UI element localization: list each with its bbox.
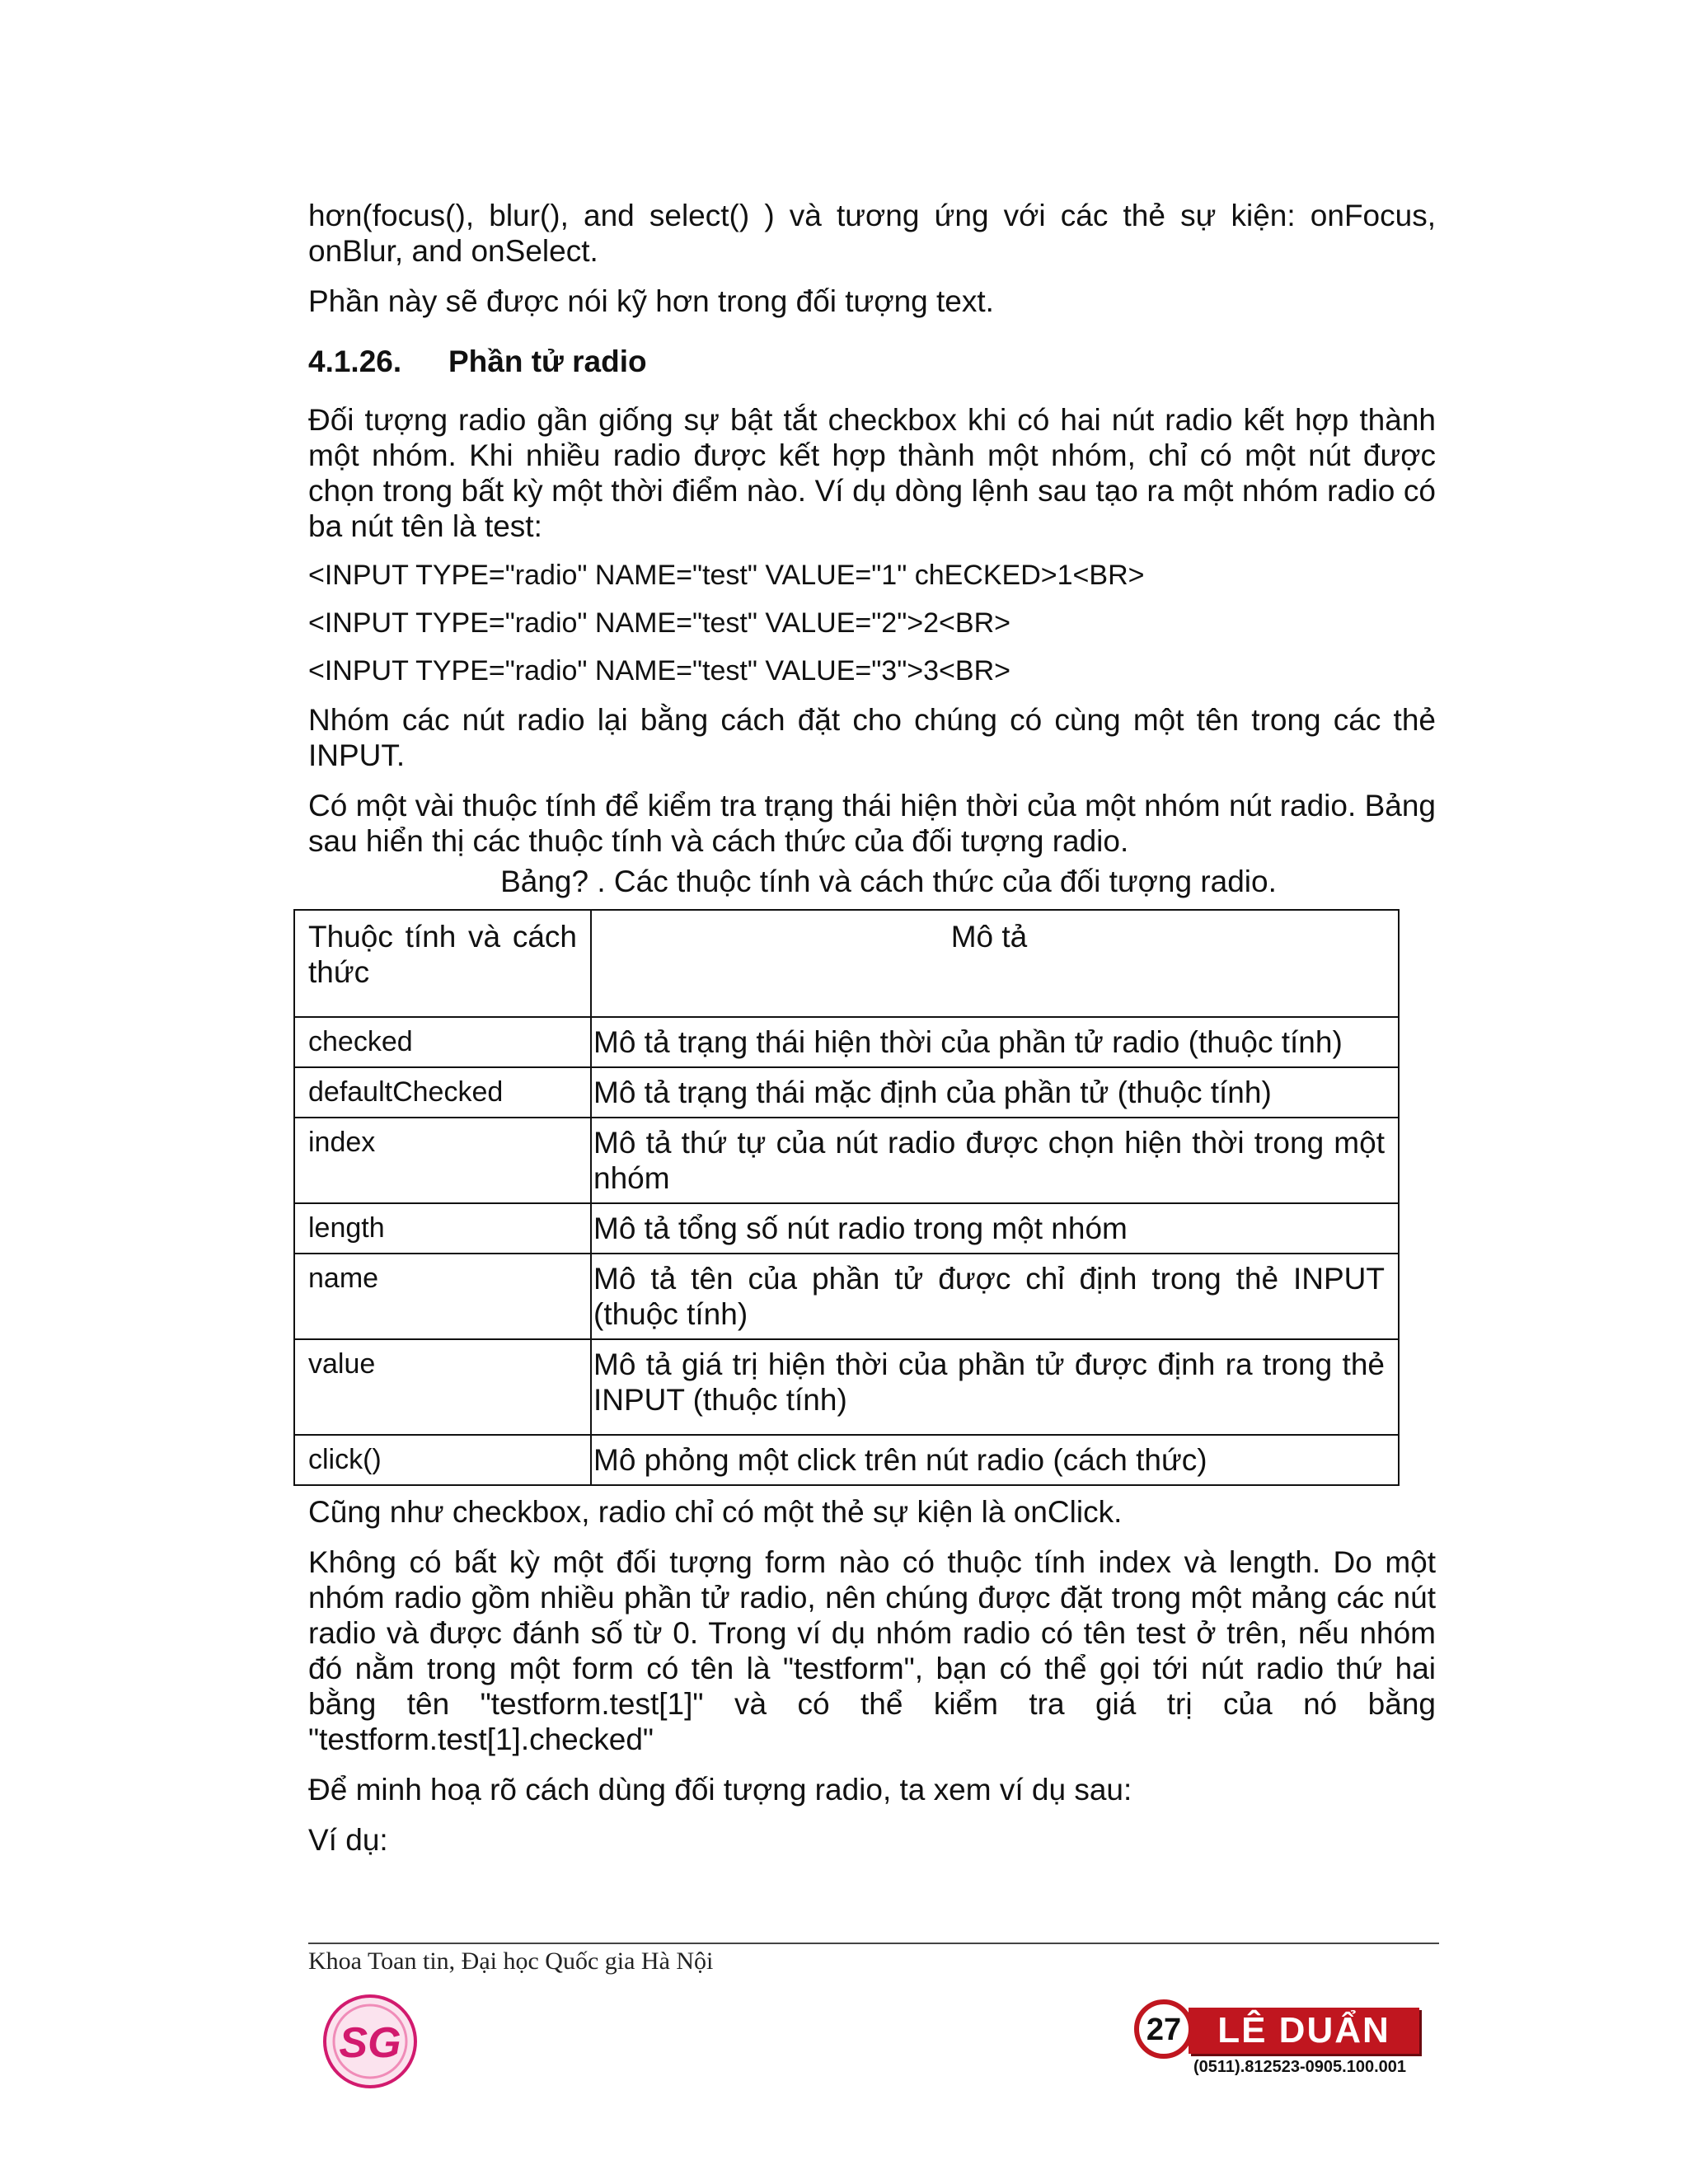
- sg-logo-icon: [321, 1993, 419, 2090]
- table-row: [294, 1203, 1399, 1254]
- code-line: <INPUT TYPE="radio" NAME="test" VALUE="2">2<BR>: [308, 607, 1010, 639]
- code-line: <INPUT TYPE="radio" NAME="test" VALUE="3">3<BR>: [308, 655, 1010, 687]
- section-heading: [308, 344, 1436, 379]
- le-duan-logo: [1134, 1999, 1424, 2083]
- sg-logo-text: SG: [339, 2019, 401, 2067]
- table-row: [294, 1017, 1399, 1067]
- table-row: [294, 1254, 1399, 1339]
- paragraph-group: Nhóm các nút radio lại bằng cách đặt cho chúng có cùng một tên trong các thẻ INPUT.: [308, 703, 1436, 772]
- intro-note: Phần này sẽ được nói kỹ hơn trong đối tượng text.: [308, 284, 994, 318]
- property-name: click(): [294, 1435, 591, 1485]
- property-description: Mô tả trạng thái hiện thời của phần tử radio (thuộc tính): [591, 1017, 1399, 1067]
- table-header-property: Thuộc tính và cách thức: [294, 910, 591, 1017]
- property-name: index: [294, 1118, 591, 1203]
- paragraph-example-label: Ví dụ:: [308, 1823, 388, 1857]
- property-name: defaultChecked: [294, 1067, 591, 1118]
- table-row: [294, 1118, 1399, 1203]
- paragraph-onclick: Cũng như checkbox, radio chỉ có một thẻ sự kiện là onClick.: [308, 1495, 1123, 1529]
- table-header-description: Mô tả: [591, 910, 1399, 1017]
- property-name: length: [294, 1203, 591, 1254]
- section-number: 4.1.26.: [308, 344, 402, 378]
- property-description: Mô tả trạng thái mặc định của phần tử (thuộc tính): [591, 1067, 1399, 1118]
- footer-text: Khoa Toan tin, Đại học Quốc gia Hà Nội: [308, 1947, 714, 1975]
- logo-number: 27: [1134, 1999, 1193, 2059]
- table-header-row: [294, 910, 1399, 1017]
- logo-name: LÊ DUẨN: [1189, 2008, 1419, 2054]
- paragraph-properties: Có một vài thuộc tính để kiểm tra trạng thái hiện thời của một nhóm nút radio. Bảng sau hiển thị các thuộc tính và cách thức của đối tượng radio.: [308, 789, 1436, 858]
- logo-phone: (0511).812523-0905.100.001: [1193, 2058, 1406, 2076]
- property-name: value: [294, 1339, 591, 1435]
- table-row: [294, 1067, 1399, 1118]
- paragraph-index-length: Không có bất kỳ một đối tượng form nào có thuộc tính index và length. Do một nhóm radio gồm nhiều phần tử radio, nên chúng được đặt trong một mảng các nút radio và được đánh số từ 0. Trong ví dụ nhóm radio có tên test ở trên, nếu nhóm đó nằm trong một form có tên là "testform", bạn có thể gọi tới nút radio thứ hai bằng tên "testform.test[1]" và có thể kiểm tra giá trị của nó bằng "testform.test[1].checked": [308, 1545, 1436, 1756]
- properties-table: [293, 909, 1400, 1486]
- table-caption: Bảng? . Các thuộc tính và cách thức của đối tượng radio.: [500, 865, 1277, 898]
- page-content: [308, 198, 1436, 1858]
- section-title: Phần tử radio: [448, 344, 647, 378]
- property-description: Mô phỏng một click trên nút radio (cách thức): [591, 1435, 1399, 1485]
- code-line: <INPUT TYPE="radio" NAME="test" VALUE="1" chECKED>1<BR>: [308, 560, 1145, 591]
- property-description: Mô tả tổng số nút radio trong một nhóm: [591, 1203, 1399, 1254]
- intro-paragraph: hơn(focus(), blur(), and select() ) và tương ứng với các thẻ sự kiện: onFocus, onBlur, and onSelect.: [308, 199, 1436, 268]
- property-name: name: [294, 1254, 591, 1339]
- property-description: Mô tả giá trị hiện thời của phần tử được định ra trong thẻ INPUT (thuộc tính): [591, 1339, 1399, 1435]
- sg-logo: [321, 1993, 419, 2090]
- table-row: [294, 1339, 1399, 1435]
- paragraph-radio-intro: Đối tượng radio gần giống sự bật tắt checkbox khi có hai nút radio kết hợp thành một nhóm. Khi nhiều radio được kết hợp thành một nhóm, chỉ có một nút được chọn trong bất kỳ một thời điểm nào. Ví dụ dòng lệnh sau tạo ra một nhóm radio có ba nút tên là test:: [308, 403, 1436, 543]
- property-name: checked: [294, 1017, 591, 1067]
- paragraph-example-intro: Để minh hoạ rõ cách dùng đối tượng radio, ta xem ví dụ sau:: [308, 1773, 1132, 1807]
- property-description: Mô tả thứ tự của nút radio được chọn hiện thời trong một nhóm: [591, 1118, 1399, 1203]
- footer-divider: [308, 1943, 1439, 1944]
- table-row: [294, 1435, 1399, 1485]
- property-description: Mô tả tên của phần tử được chỉ định trong thẻ INPUT (thuộc tính): [591, 1254, 1399, 1339]
